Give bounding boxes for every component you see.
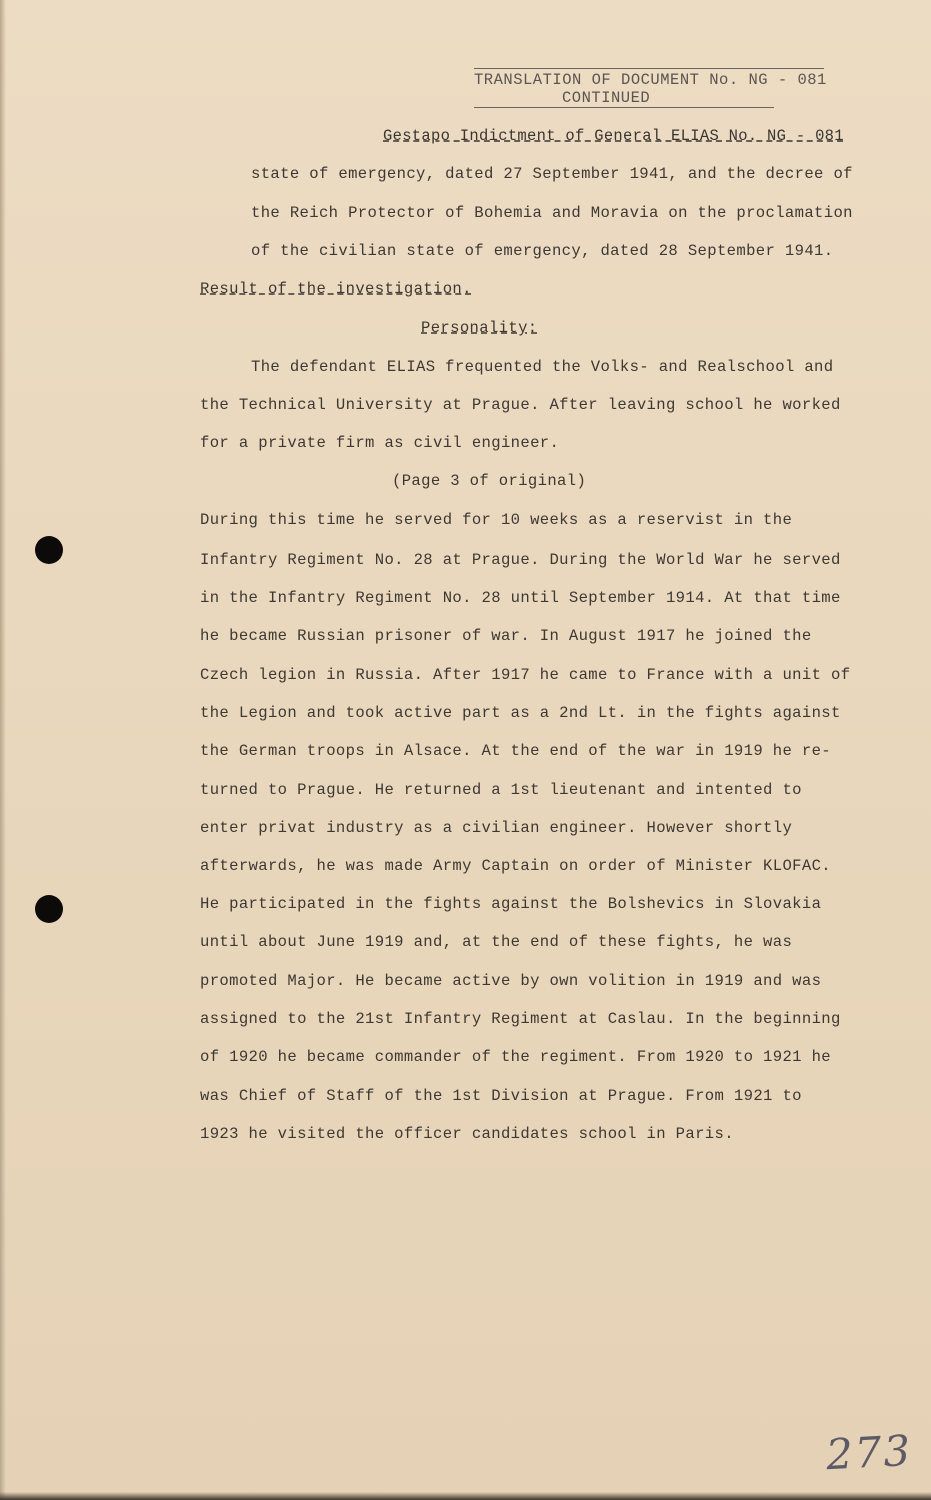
- header-title: TRANSLATION OF DOCUMENT No. NG - 081: [474, 71, 827, 89]
- text-line: 1923 he visited the officer candidates school in Paris.: [200, 1125, 734, 1143]
- header-top-rule: [474, 68, 824, 69]
- text-line: enter privat industry as a civilian engineer. However shortly: [200, 819, 793, 837]
- text-line: turned to Prague. He returned a 1st lieutenant and intented to: [200, 781, 802, 799]
- page-reference: (Page 3 of original): [392, 472, 587, 490]
- section-heading-result: Result of the investigation.: [200, 280, 472, 298]
- section-heading-personality: Personality:: [421, 319, 538, 337]
- text-line: The defendant ELIAS frequented the Volks- and Realschool and: [251, 358, 834, 376]
- header-bottom-rule: [474, 107, 774, 108]
- text-line: the Legion and took active part as a 2nd Lt. in the fights against: [200, 704, 841, 722]
- text-line: of the civilian state of emergency, dated 28 September 1941.: [251, 242, 834, 260]
- text-line: the German troops in Alsace. At the end of the war in 1919 he re-: [200, 742, 832, 760]
- text-line: for a private firm as civil engineer.: [200, 434, 560, 452]
- page-bottom-edge: [0, 1492, 931, 1500]
- page-edge-shadow: [0, 0, 6, 1500]
- text-line: of 1920 he became commander of the regiment. From 1920 to 1921 he: [200, 1048, 832, 1066]
- punch-hole-lower: [35, 895, 63, 923]
- punch-hole-upper: [35, 536, 63, 564]
- text-line: During this time he served for 10 weeks as a reservist in the: [200, 511, 793, 529]
- text-line: assigned to the 21st Infantry Regiment at Caslau. In the beginning: [200, 1010, 841, 1028]
- text-line: the Technical University at Prague. After leaving school he worked: [200, 396, 841, 414]
- document-header: [474, 68, 827, 108]
- text-line: He participated in the fights against the Bolshevics in Slovakia: [200, 895, 822, 913]
- header-continued: CONTINUED: [562, 89, 651, 107]
- text-line: the Reich Protector of Bohemia and Moravia on the proclamation: [251, 204, 853, 222]
- text-line: he became Russian prisoner of war. In August 1917 he joined the: [200, 627, 812, 645]
- text-line: afterwards, he was made Army Captain on order of Minister KLOFAC.: [200, 857, 832, 875]
- text-line: state of emergency, dated 27 September 1941, and the decree of: [251, 165, 853, 183]
- text-line: Infantry Regiment No. 28 at Prague. During the World War he served: [200, 551, 841, 569]
- text-line: Czech legion in Russia. After 1917 he came to France with a unit of: [200, 666, 851, 684]
- handwritten-page-number: 273: [824, 1425, 914, 1480]
- text-line: until about June 1919 and, at the end of these fights, he was: [200, 933, 793, 951]
- text-line: was Chief of Staff of the 1st Division at Prague. From 1921 to: [200, 1087, 802, 1105]
- text-line: in the Infantry Regiment No. 28 until September 1914. At that time: [200, 589, 841, 607]
- document-subtitle: Gestapo Indictment of General ELIAS No. NG - 081: [383, 127, 844, 145]
- text-line: promoted Major. He became active by own volition in 1919 and was: [200, 972, 822, 990]
